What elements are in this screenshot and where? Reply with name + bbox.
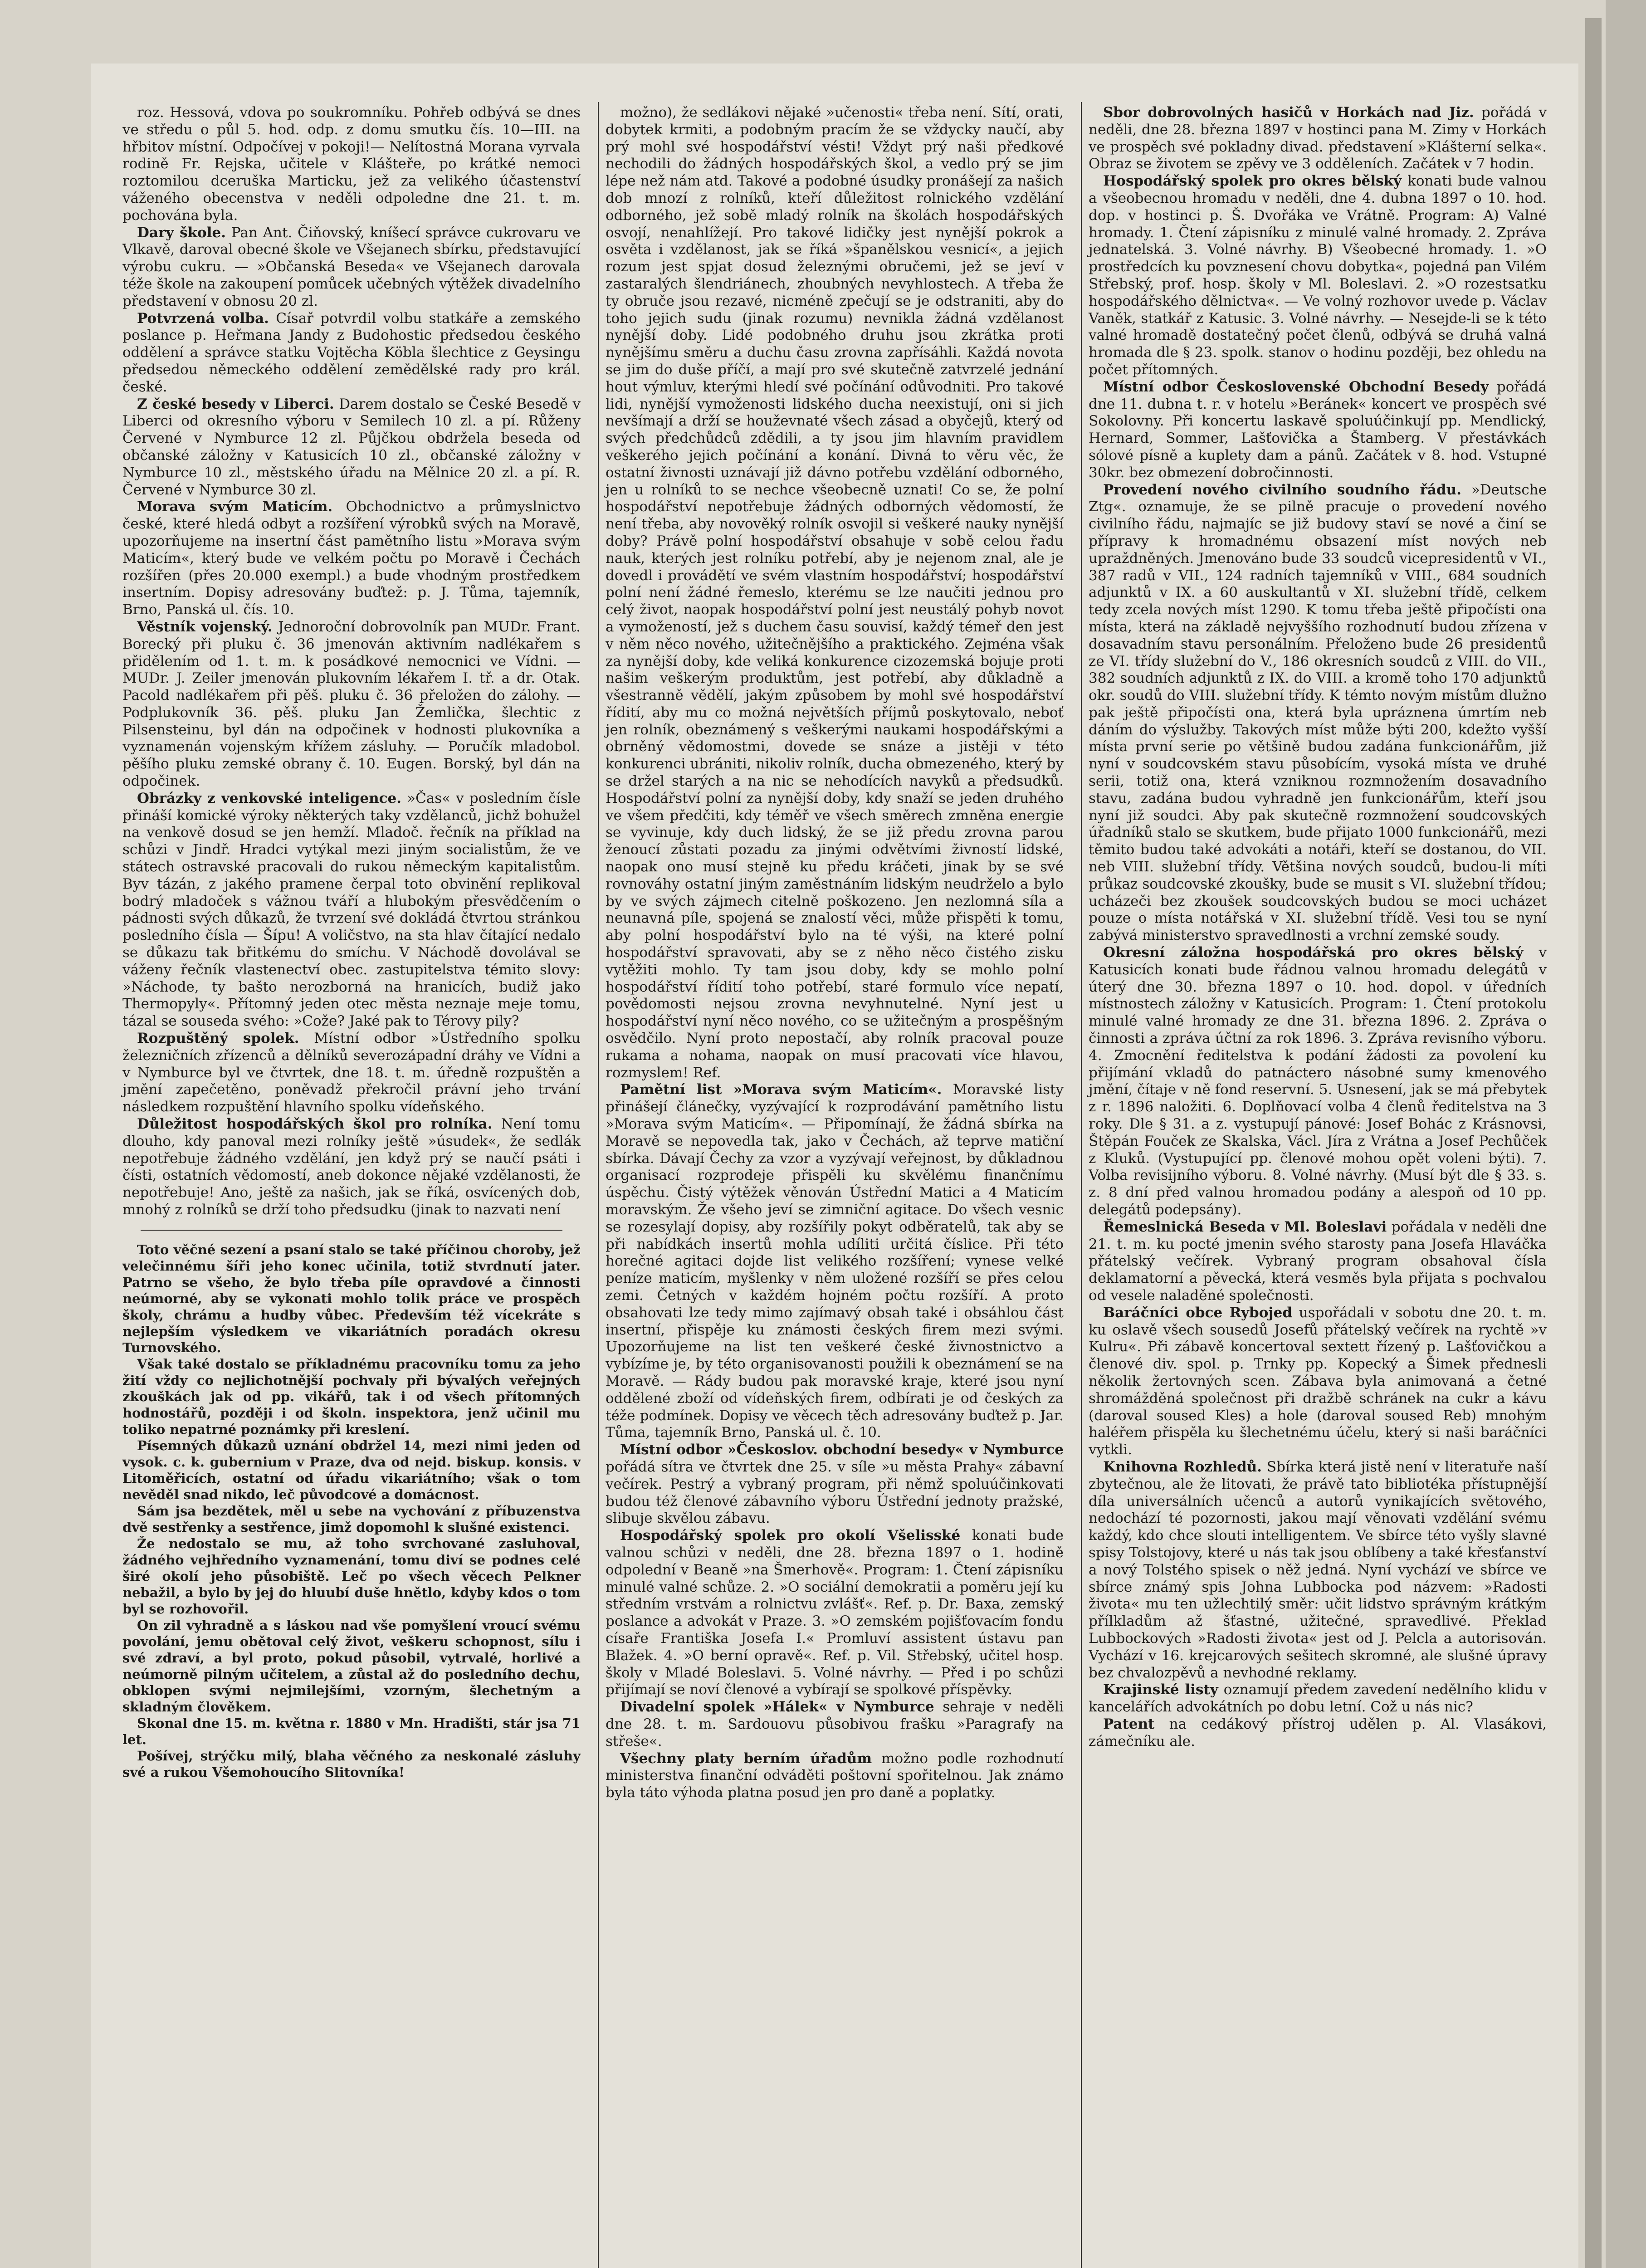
- feuilleton-paragraph: Skonal dne 15. m. května r. 1880 v Mn. Hradišti, stár jsa 71 let.: [122, 1715, 581, 1747]
- article-potvrzena-volba: [122, 310, 581, 396]
- article-text: pořádá v neděli, dne 28. března 1897 v hostinci pana M. Zimy v Horkách ve prospěch své pokladny divad. představení »Klášterní selka«. Obraz se životem se zpěvy ve 3 odděleních. Začátek v 7 hodin.: [1089, 104, 1547, 172]
- article-title: Věstník vojenský.: [137, 618, 273, 635]
- article-obchodni-beseda-koncert: [1089, 379, 1547, 482]
- article-title: Dary škole.: [137, 224, 226, 241]
- column-rule-left: [598, 102, 599, 2268]
- article-text: uspořádali v sobotu dne 20. t. m. ku oslavě všech sousedů Josefů přátelský večírek na rychtě »v Kulru«. Při zábavě koncertoval sextett řízený p. Lašťovičkou a členové div. spol. p. Trnky pp. Kopecký a Šimek přednesli několik žertovných scen. Zábava byla animovaná a četné shromážděná společnost při dražbě schránek na cukr a kávu (daroval soused Kles) a hole (daroval soused Reb) mnohým haléřem přispěla ku šlechetnému účelu, který si naši baráčníci vytkli.: [1089, 1304, 1547, 1458]
- article-title: Krajinské listy: [1103, 1681, 1218, 1698]
- article-title: Všechny platy berním úřadům: [620, 1750, 872, 1767]
- article-title: Patent: [1103, 1716, 1155, 1732]
- article-text: na cedákový přístroj udělen p. Al. Vlasákovi, zámečníku ale.: [1089, 1716, 1547, 1750]
- article-dulezitost: [122, 1116, 581, 1219]
- feuilleton-paragraph: Písemných důkazů uznání obdržel 14, mezi nimi jeden od vysok. c. k. gubernium v Praze, dva od nejd. biskup. konsis. v Litoměřicích, ostatní od úřadu vikariátního; však o tom nevěděl snad nikdo, leč původcové a domácnost.: [122, 1437, 581, 1502]
- article-obrazky: [122, 790, 581, 1030]
- article-dulezitost-cont: [606, 104, 1064, 1081]
- column-middle: [606, 104, 1064, 1802]
- article-title: Divadelní spolek »Hálek« v Nymburce: [620, 1699, 934, 1716]
- article-text: konati bude valnou schůzi v neděli, dne 28. března 1897 o 1. hodině odpolední v Beaně »na Šmerhově«. Program: 1. Čtení zápisníku minulé valné schůze. 2. »O sociální demokratii a poměru její ku středním vrstvám a rolnictvu zvlášť«. Ref. p. Dr. Baxa, zemský poslance a advokát v Praze. 3. »O zemském pojišťovacím fondu císaře Františka Josefa I.« Promluví assistent ústavu pan Blažek. 4. »O berní opravě«. Ref. p. Vil. Střebský, učitel hosp. školy v Mladé Boleslavi. 5. Volné návrhy. — Před i po schůzi přijímají se noví členové a vybírají se spolkové příspěvky.: [606, 1527, 1064, 1698]
- feuilleton-paragraph: Toto věčné sezení a psaní stalo se také příčinou choroby, jež velečinnému šíři jeho konec učinila, totiž stvrdnutí jater. Patrno se všeho, že bylo třeba píle opravdové a činnosti neúmorné, aby se vykonati mohlo tolik práce ve prospěch školy, chrámu a hudby vůbec. Především též vícekráte s nejlepším výsledkem ve vikariátních poradách okresu Turnovského.: [122, 1242, 581, 1355]
- article-title: Rozpuštěný spolek.: [137, 1030, 299, 1047]
- article-title: Knihovna Rozhledů.: [1103, 1458, 1262, 1475]
- article-text: Moravské listy přinášejí článečky, vyzývající k rozprodávání pamětního listu »Morava svým Maticím«. — Připomínají, že žádná sbírka na Moravě se nepovedla tak, jako v Čechách, až teprve matiční sbírka. Dávají Čechy za vzor a vyzývají veřejnost, by důkladnou organisací rozprodeje přispěli ku skvělému finančnímu úspěchu. Čistý výtěžek věnován Ústřední Matici a 4 Maticím moravským. Že všeho jeví se zimniční agitace. Do všech vesnic se rozesylají dopisy, aby rozšířily pokyt odběratelů, tak aby se při nabídkách insertů mohla udíliti určitá číslice. Při této horečné agitaci dojde list velikého rozšíření; vynese velké peníze maticím, myšlenky v něm uložené rozšíří se přes celou zemi. Četných v každém hojném počtu rozšíří. A proto obsahovati lze tedy mimo zajímavý obsah také i obsáhlou část insertní, přispěje ku známosti českých firem mezi svými. Upozorňujeme na list ten veškeré české živnostnictvo a vybízíme je, by této organisovanosti použili k obeznámení se na Moravě. — Rády budou pak moravské kraje, které jsou nyní oddělené zboží od vídeňských firem, odbírati je od českých za téže podmínek. Dopisy ve věcech těch adresovány buďtež p. Jar. Tůma, tajemník Brno, Panská ul. č. 10.: [606, 1081, 1064, 1441]
- article-text: sehraje v neděli dne 28. t. m. Sardouovu působivou frašku »Paragrafy na střeše«.: [606, 1699, 1064, 1750]
- article-text: pořádá dne 11. dubna t. r. v hotelu »Beránek« koncert ve prospěch své Sokolovny. Při koncertu laskavě spoluúčinkují pp. Mendlický, Hernard, Sommer, Lašťovička a Štamberg. V přestávkách sólové písně a kuplety dam a pánů. Začátek v 8. hod. Vstupné 30kr. bez obmezení dobročinnosti.: [1089, 378, 1547, 481]
- article-title: Baráčníci obce Rybojed: [1103, 1304, 1293, 1321]
- article-text: Sbírka která jistě není v literatuře naší zbytečnou, ale že litovati, že právě tato bibliotéka přístupnější díla universálních učenců a autorů vynikajících světového, nedochází té pozornosti, jakou mají věnovati vzdělání svému každý, kdo chce slouti intelligentem. Ve sbírce této vyšly slavné spisy Tolstojovy, které u nás tak jsou oblíbeny a také křesťanství a nový Tolstého spisek o něž jedná. Nyní vychází ve sbírce ve sbírce známý spis Johna Lubbocka pod názvem: »Radosti života« mu ten užlechtilý směr: učit lidstvo správným krátkým přílkladům až šťastné, užitečné, spravedlivé. Překlad Lubbockových »Radosti života« jest od J. Pelcla a autorisován. Vychází v 16. krejcarových sešitech skromné, ale slušné úpravy bez chvalozpěvů a nevhodné reklamy.: [1089, 1458, 1547, 1681]
- article-pametni-list: [606, 1081, 1064, 1442]
- article-dary-skole: [122, 225, 581, 310]
- article-platy: [606, 1750, 1064, 1802]
- feuilleton-paragraph: Pošívej, strýčku milý, blaha věčného za neskonalé zásluhy své a rukou Všemohoucího Slitovníka!: [122, 1748, 581, 1780]
- article-text: Jednoroční dobrovolník pan MUDr. Frant. Borecký při pluku č. 36 jmenován aktivním nadlékařem s přidělením od 1. t. m. k posádkové nemocnici ve Vídni. — MUDr. J. Zeiler jmenován plukovním lékařem I. tř. a dr. Otak. Pacold nadlékařem při pěš. pluku č. 36 přeložen do zálohy. — Podplukovník 36. pěš. pluku Jan Žemlička, šlechtic z Pilsensteinu, byl dán na odpočinek v hodnosti plukovníka a vyznamenán vojenským křížem zásluhy. — Poručík mladobol. pěšího pluku zemské obrany č. 10. Eugen. Borský, byl dán na odpočinek.: [122, 618, 581, 790]
- article-knihovna: [1089, 1459, 1547, 1681]
- article-title: Místní odbor Československé Obchodní Besedy: [1103, 378, 1489, 395]
- article-hosp-spolek-belsky: [1089, 173, 1547, 379]
- article-vestnik: [122, 619, 581, 790]
- scan-background-edge: [1606, 0, 1646, 2268]
- article-text: oznamují předem zavedení nedělního klidu v kancelářích advokátních po dobu letní. Což u nás nic?: [1089, 1681, 1547, 1716]
- article-ceska-beseda: [122, 396, 581, 499]
- article-obchodni-beseda: [606, 1442, 1064, 1527]
- column-rule-right: [1081, 102, 1082, 2268]
- article-text: Darem dostalo se České Besedě v Liberci od okresního výboru v Semilech 10 zl. a pí. Růženy Červené v Nymburce 12 zl. Půjčkou obdržela beseda od občanské záložny v Katusicích 10 zl., občanské záložny v Nymburce 10 zl., městského úřadu na Mělnice 20 zl. a pí. R. Červené v Nymburce 30 zl.: [122, 396, 581, 498]
- article-hasici: [1089, 104, 1547, 173]
- article-title: Pamětní list »Morava svým Maticím«.: [620, 1081, 942, 1098]
- scan-edge-strip: [1585, 18, 1602, 2268]
- article-text: Pan Ant. Čiňovský, kníšecí správce cukrovaru ve Vlkavě, daroval obecné škole ve Všejanech sbírku, představující výrobu cukru. — »Občanská Beseda« ve Všejanech darovala téže škole na zakoupení pomůcek učebných výtěžek divadelního představení v obnosu 20 zl.: [122, 224, 581, 309]
- article-text: Místní odbor »Ústředního spolku železničních zřízenců a dělníků severozápadní dráhy ve Vídni a v Nymburce byl ve čtvrtek, dne 18. t. m. úředně rozpuštěn a jmění zapečetěno, poněvadž překročil právní jeho trvání následkem rozpuštění hlavního spolku vídeňského.: [122, 1030, 581, 1115]
- article-title: Důležitost hospodářských škol pro rolníka.: [137, 1116, 493, 1133]
- article-text: možno podle rozhodnutí ministerstva finanční odváděti poštovní spořitelnou. Jak známo byla táto výhoda platna posud jen pro daně a poplatky.: [606, 1750, 1064, 1801]
- column-right: [1089, 104, 1547, 1750]
- article-remeslnicka-beseda: [1089, 1219, 1547, 1305]
- article-text: konati bude valnou a všeobecnou hromadu v neděli, dne 4. dubna 1897 o 10. hod. dop. v hostinci p. Š. Dvořáka ve Vrátně. Program: A) Valné hromady. 1. Čtení zápisníku z minulé valné hromady. 2. Zpráva jednatelská. 3. Volné návrhy. B) Všeobecné hromady. 1. »O prostředcích ku povznesení chovu dobytka«, pojedná pan Vilém Střebský, prof. hosp. školy v Ml. Boleslavi. 2. »O rozestsatku hospodářského dělnictva«. — Ve volný rozhovor uvede p. Václav Vaněk, statkář z Katusic. 3. Volné návrhy. — Nesejde-li se k této valné hromadě dostatečný počet členů, odbývá se druhá valná hromada dle § 23. spolk. stanov o hodinu později, bez ohledu na počet přítomných.: [1089, 173, 1547, 378]
- article-title: Z české besedy v Liberci.: [137, 396, 334, 412]
- article-text: Císař potvrdil volbu statkáře a zemského poslance p. Heřmana Jandy z Budohostic předsedou českého oddělení a správce statku Vojtěcha Köbla šlechtice z Geysingu předsedou německého oddělení zemědělské rady pro král. české.: [122, 310, 581, 395]
- feuilleton-paragraph: On zil vyhradně a s láskou nad vše pomyšlení vroucí svému povolání, jemu obětoval celý život, veškeru schopnost, sílu i své zdraví, a byl proto, pokud působil, vytrvalé, horlivé a neúmorně pilným učitelem, a zůstal až do posledního dechu, obklopen svými nejmilejšími, vzorným, šlechetným a skladným člověkem.: [122, 1617, 581, 1715]
- article-title: Sbor dobrovolných hasičů v Horkách nad Jiz.: [1103, 104, 1474, 121]
- article-text: Není tomu dlouho, kdy panoval mezi rolníky ještě »úsudek«, že sedlák nepotřebuje žádného vzdělání, jen když prý se naučí psáti i čísti, ostatních vědomostí, aneb dokonce nějaké vzdělanosti, že nepotřebuje! Ano, ještě za našich, jak se říká, osvícených dob, mnohý z rolníků se drží toho předsudku (jinak to nazvati není: [122, 1116, 581, 1218]
- column-left: [122, 104, 581, 1780]
- article-text: možno), že sedlákovi nějaké »učenosti« třeba není. Sítí, orati, dobytek krmiti, a podobným pracím že se vždycky naučí, aby prý mohl své hospodářství vésti! Vždyt prý naši předkové nechodili do žádných hospodářských škol, a vedlo prý se jim lépe než nám atd. Takové a podobné úsudky pronášejí za našich dob mnozí z rolníků, kteří důležitost rolnického vzdělání odborného, jež sobě mladý rolník na školách hospodářských osvojí, nenahlížejí. Pro takové lidičky jest nynější pokrok a osvěta i vzdělanost, jak se říká »španělskou vesnicí«, a jejich rozum jest spjat dosud železnými obručemi, jež se jeví v zastaralých šlendriánech, zhoubných nevyhlostech. A třeba že ty obruče jsou rezavé, nicméně zpečují se je odstraniti, aby do toho jejich sudu (jinak rozumu) nevnikla žádná vzdělanost nynější doby. Lidé podobného druhu jsou zkrátka proti nynějšímu směru a duchu času zrovna zapřísáhli. Každá novota se jim do duše příčí, a mají pro své skutečně zatvrzelé jednání hout výmluv, kterými hledí své počínání odůvodniti. Pro takové lidi, nynější vymoženosti lidského ducha neexistují, oni si jich nevšímají a drží se houževnaté všech zásad a obyčejů, který od svých předchůdců zdědili, a ty jsou jim hlavním pravidlem veškerého jejich počínání a konání. Divná to věru věc, že ostatní živnosti uznávají již dávno potřebu vzdělání odborného, jen u rolníků to se nechce všeobecně uznati! Co se, že polní hospodářství nepotřebuje žádných odborných vědomostí, že není třeba, aby novověký rolník osvojil si veškeré nauky nynější doby? Právě polní hospodářství obsahuje v sobě celou řadu nauk, kterých jest rolníku potřebí, aby je nejenom znal, ale je dovedl i provádětí ve svém vlastním hospodářství; hospodářství polní není žádné řemeslo, kterému se lze naučiti jednou pro celý život, naopak hospodářství polní jest neustálý pohyb novot a vymožeností, jež s duchem času souvisí, každý témeř den jest v něm něco nového, užitečnějšího a praktického. Zejména však za nynější doby, kde veliká konkurence cizozemská bojuje proti našim veškerým produktům, jest potřebí, aby důkladně a všestranně vědělí, jakým způsobem by mohl své hospodářství řídití, aby mu co možná největších příjmů poskytovalo, neboť jen rolník, obeznámený s veškerými naukami hospodářskými a obrněný vědomostmi, dovede se snáze a jistěji v této konkurenci ubrániti, nikoliv rolník, ducha obmezeného, který by se držel starých a na nic se nehodících navyků a předsudků. Hospodářství polní za nynější doby, kdy snaží se jeden druhého ve všem předčiti, kdy téměř ve všech směrech zmněna energie se vyvinuje, kdy duch lidský, že se již předu zrovna parou ženoucí zůstati pozadu za jinými odvětvími živností lidské, naopak ono musí stejně ku předu kráčeti, jinak by se své rovnováhy ostatní jiným zaměstnáním lidským neudrželo a bylo by ve svých zájmech citelně poškozeno. Jen nezlomná síla a neunavná píle, spojená se znalostí věci, může přispěti k tomu, aby polní hospodářství bylo na té výši, na které polní hospodářství spravovati, aby se z něho něco čistého zisku vytěžiti mohlo. Ty tam jsou doby, kdy se mohlo polní hospodářství řídití toho potřebí, staré formulo více nepatí, povědomosti nejsou zrovna nevyhnutelné. Nyní jest u hospodářství nyní něco nového, co se užitečným a prospěšným osvědčilo. Nyní proto nepostačí, aby rolník pracoval pouze rukama a nohama, naopak on musí pracovati více hlavou, rozmyslem! Ref.: [606, 104, 1064, 1081]
- article-patent: [1089, 1716, 1547, 1750]
- article-title: Obrázky z venkovské inteligence.: [137, 790, 402, 807]
- article-baracnici: [1089, 1305, 1547, 1459]
- article-title: Místní odbor »Českoslov. obchodní besedy« v Nymburce: [620, 1442, 1064, 1458]
- article-text: »Deutsche Ztg«. oznamuje, že se pilně pracuje o provedení nového civilního řádu, najmajíc se již budovy staví se nové a činí se přípravy k hromadnému obsazení míst nových neb upraždněných. Jmenováno bude 33 soudců vicepresidentů v VI., 387 radů v VII., 124 radních tajemníků v VIII., 684 soudních adjunktů v IX. a 60 auskultantů v XI. služební třídě, celkem tedy zcela nových míst 1290. K tomu třeba ještě připočísti ona místa, která na základě nejvyššího rozhodnutí budou zřízena v dosavadním stavu personálním. Přeloženo bude 26 presidentů ze VI. třídy služební do V., 186 okresních soudců z VIII. do VII., 382 soudních adjunktů z IX. do VIII. a kromě toho 170 adjunktů okr. soudů do VIII. služební třídy. K témto novým místům dlužno pak ještě připočísti ona, která byla upráznena úmrtím neb dáním do výslužby. Takových míst může býti 200, kdežto vyšší místa první serie po většině budou zadána funkcionářům, již nyní v soudcovském stavu působícím, vysoká místa ve druhé serii, totiž ona, která vzniknou rozmnožením dosavadního stavu, zadána budou vyhradně jen funkcionářům, kteří jsou nyní již soudci. Aby pak skutečně rozmnožení soudcovských úřadníků stalo se skutkem, bude přijato 1000 funkcionářů, mezi těmito budou také advokáti a notáři, kteří se dostanou, do VII. neb VIII. služební třídy. Většina nových soudců, budou-li míti průkaz soudcovské zkoušky, bude se musit s VI. služební třídou; ucházeči bez zkoušek soudcovských budou se moci ucházet pouze o místa notářská v XI. služební třídě. Vesi tou se nyní zabývá ministerstvo spravedlnosti a vrchní zemské soudy.: [1089, 481, 1547, 944]
- article-krajinske-listy: [1089, 1681, 1547, 1716]
- article-rozpusteny-spolek: [122, 1030, 581, 1116]
- article-title: Hospodářský spolek pro okolí Všelisské: [620, 1527, 961, 1544]
- feuilleton-paragraph: Že nedostalo se mu, až toho svrchované zasluhoval, žádného vejhředního vyznamenání, tomu diví se podnes celé širé okolí jeho působiště. Leč po všech věcech Pelkner nebažil, a bylo by jej do hluubí duše hnětlo, kdyby kdos o tom byl se rozhovořil.: [122, 1535, 581, 1617]
- article-title: Okresní záložna hospodářská pro okres bělský: [1103, 944, 1524, 961]
- article-title: Hospodářský spolek pro okres bělský: [1103, 173, 1402, 190]
- article-text: Obchodnictvo a průmyslnictvo české, které hledá odbyt a rozšíření výrobků svých na Moravě, upozorňujeme na insertní část pamětního listu »Morava svým Maticím«, který bude ve velkém počtu po Moravě i Čechách rozšířen (přes 20.000 exempl.) a bude vhodným prostředkem insertním. Dopisy adresovány buďtež: p. J. Tůma, tajemník, Brno, Panská ul. čís. 10.: [122, 499, 581, 618]
- article-title: Potvrzená volba.: [137, 310, 269, 327]
- section-divider: [141, 1230, 562, 1231]
- article-text: pořádá sítra ve čtvrtek dne 25. v síle »u města Prahy« zábavní večírek. Pestrý a vybraný program, při němž spoluúčinkovati budou též členové zábavního výboru Ústřední jednoty pražské, slibuje skvělou zábavu.: [606, 1458, 1064, 1527]
- article-divadelni-spolek: [606, 1699, 1064, 1750]
- article-text: pořádala v neděli dne 21. t. m. ku pocté jmenin svého starosty pana Josefa Hlaváčka přátelský večírek. Vybraný program obsahoval čísla deklamatorní a pěvecká, která vesměs byla přijata s pochvalou od vesele naladěné společnosti.: [1089, 1218, 1547, 1304]
- article-soudni-rad: [1089, 482, 1547, 945]
- article-morava: [122, 499, 581, 619]
- feuilleton-section: [122, 1242, 581, 1780]
- article-text: »Čas« v posledním čísle přináší komické výroky některých taky vzdělanců, jichž bohužel na venkově dosud se jen hemží. Mladoč. řečník na příklad na schůzi v Jindř. Hradci vytýkal mezi jiným socialistům, že ve státech ostravské pracovali do rukou německým kapitalistům. Byv tázán, z jakého pramene čerpal toto obvinění replikoval bodrý mladoček s vážnou tváří a hlubokým přesvědčením o pádnosti svých důkazů, že tvrzení své dokládá čtvrtou stránkou posledního čísla — Šípu! A voličstvo, na sta hlav čítající nedalo se důkazu tak břitkému do smíchu. V Náchodě dovolával se váženy řečník vlastenectví obec. zastupitelstva témito slovy: »Náchode, ty bašto nerozborná na hranicích, budiž jako Thermopyly«. Přítomný jeden otec města neznaje meje tomu, tázal se souseda svého: »Cože? Jaké pak to Térovy pily?: [122, 790, 581, 1030]
- article-title: Řemeslnická Beseda v Ml. Boleslavi: [1103, 1218, 1387, 1235]
- feuilleton-paragraph: Však také dostalo se příkladnému pracovníku tomu za jeho žití vždy co nejlichotnější pochvaly při bývalých veřejných zkouškách jak od pp. vikářů, tak i od všech přítomných hodnostářů, později i od školn. inspektora, jenž učinil mu toliko nepatrné poznámky při kreslení.: [122, 1356, 581, 1437]
- article-title: Provedení nového civilního soudního řádu.: [1103, 481, 1462, 498]
- article-text: roz. Hessová, vdova po soukromníku. Pohřeb odbývá se dnes ve středu o půl 5. hod. odp. z domu smutku čís. 10—III. na hřbitov místní. Odpočívej v pokoji!— Nelítostná Morana vyrvala rodině Fr. Rejska, učitele v Klášteře, po krátké nemoci roztomilou dceruška Marticku, jež za velikého účastenství váženého obecenstva v neděli odpoledne dne 21. t. m. pochována byla.: [122, 104, 581, 224]
- feuilleton-paragraph: Sám jsa bezdětek, měl u sebe na vychování z příbuzenstva dvě sestřenky a sestřence, jimž dopomohl k slušné existenci.: [122, 1503, 581, 1535]
- article-obituary: [122, 104, 581, 225]
- article-zalozna: [1089, 944, 1547, 1219]
- article-title: Morava svým Maticím.: [137, 499, 333, 515]
- article-hosp-spolek-vselisy: [606, 1527, 1064, 1699]
- article-text: v Katusicích konati bude řádnou valnou hromadu delegátů v úterý dne 30. března 1897 o 10. hod. dopol. v úředních místnostech záložny v Katusicích. Program: 1. Čtení protokolu minulé valné hromady ze dne 31. března 1896. 2. Zpráva o činnosti a zpráva účtní za rok 1896. 3. Zpráva revisního výboru. 4. Zmocnění ředitelstva k podání žádosti za povolení ku přijímání vkladů do patnáctero násobné sumy kmenového jmění, čítaje v ně fond reservní. 5. Usnesení, jak se má přebytek z r. 1896 naložiti. 6. Doplňovací volba 4 členů ředitelstva na 3 roky. Dle § 31. a z. vystupují pánové: Josef Bohác z Krásnovsi, Štěpán Fouček ze Skalska, Václ. Jíra z Vrátna a Josef Pechůček z Kluků. (Vystupující pp. členové mohou opět voleni býti). 7. Volba revisijního výboru. 8. Volné návrhy. (Musí být dle § 33. s. z. 8 dní před valnou hromadou podány a alespoň od 10 pp. delegátů podepsány).: [1089, 944, 1547, 1218]
